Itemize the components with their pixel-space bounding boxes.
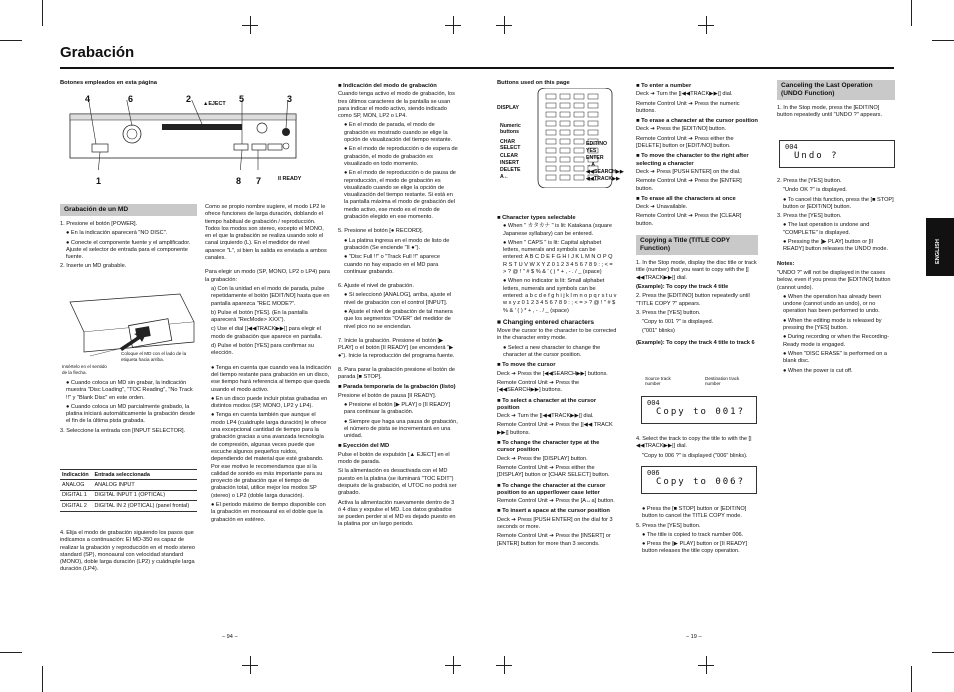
paragraph: Deck ➔ Turn the [|◀◀TRACK▶▶|] dial. [497,413,594,420]
subheading: ■ Indicación del modo de grabación [338,83,437,89]
note: "Copy to 006 ?" is displayed ("006" blinks). [642,452,748,459]
subheading: ■ To erase all the characters at once [636,195,736,202]
subheading: ■ Character types selectable [497,215,576,221]
crop-mark [932,40,954,41]
note: ● Press the [▶ PLAY] button or [II READY] button releases the title copy operation. [642,541,748,555]
language-tab-label: ENGLISH [935,239,941,264]
step: b) Pulse el botón [YES]. (En la pantalla aparecerá "RecMode> XXX"). [211,309,308,324]
remote-label-a-left: A← [500,174,509,180]
remote-label-char-select: CHAR SELECT [500,139,521,151]
note: "Copy to 001 ?" is displayed. [642,319,714,326]
note: ● Ajuste el nivel de grabación de tal manera que los segmentos "OVER" del medidor de nivel pico no se enciendan. [344,309,453,330]
step: 5. Presione el botón [● RECORD]. [338,228,424,235]
note: ● En el modo de reproducción o de pausa de reproducción, el modo de grabación es visualizado cuando se elige la opción de visualización del tiempo restante. Si está en la pantalla máxima el modo de grabación del medio activo, ese modo es el modo de grabación elegido en ese momento. [344,170,456,221]
lcd-message: Copy to 001? [656,407,746,417]
crop-mark [0,40,22,41]
step: 4. Select the track to copy the title to with the [|◀◀TRACK▶▶|] dial. [636,436,752,450]
note: ● En el modo de reproducción o de espera de grabación, el modo de grabación es visualizado en todo momento. [344,146,458,167]
eject-label: ▲EJECT [203,101,226,107]
step: 2. Press the [YES] button. [777,178,842,184]
crop-mark [42,666,43,692]
undo-title-box: Canceling the Last Operation (UNDO Function) [777,80,895,100]
remote-label-search: ◀◀SEARCH▶▶ [586,169,624,175]
note: ● When no indicator is lit: Small alphabet letters, numerals and symbols can be entered: a b c d e f g h i j k l m n o p q r s t u v w x y z 0 1 2 3 4 5 6 7 8 9 : ; < = > ? @ ! " # $ % & ' ( ) * + , - . / _ (space) [503,278,617,314]
paragraph: Remote Control Unit ➔ Press the [A↔a] button. [497,498,615,505]
note: ● Pressing the [▶ PLAY] button or [II READY] button releases the UNDO mode. [783,239,889,253]
paragraph: Deck ➔ Unavailable. [636,204,688,211]
insert-caption: Insértelo en el sentido de la flecha. [62,364,107,375]
step: 3. Press the [YES] button. [636,309,701,316]
note: ● Siempre que haga una pausa de grabación, el número de pista se incrementará en una unidad. [344,418,458,440]
subheading: ■ To erase a character at the cursor position [636,118,758,125]
paragraph: Remote Control Unit ➔ Press either the [DELETE] button or [EDIT/NO] button. [636,135,734,150]
table-header: Entrada seleccionada [92,470,197,480]
note: ● When the power is cut off. [783,367,853,374]
lcd-message: Copy to 006? [656,477,746,487]
remote-label-insert: INSERT [500,160,520,166]
paragraph: Deck ➔ Turn the [|◀◀TRACK▶▶|] dial. [636,91,733,98]
note: ● The title is copied to track number 006. [642,531,744,538]
remote-label-display: DISPLAY [497,105,520,111]
paragraph: Si la alimentación es desactivada con el MD puesto en la platina (se iluminará "TOC EDIT") después de la grabación, el UTOC no podrá ser grabado. [338,468,457,497]
paragraph: Deck ➔ Press [PUSH ENTER] on the dial. [636,168,741,175]
paragraph: Remote Control Unit ➔ Press the [|◀◀ TRACK ▶▶|] buttons. [497,422,613,436]
note: ● El periodo máximo de tiempo disponible con la grabación en monoaural es el doble que la grabación en estéreo. [211,501,326,523]
callout-number: 4 [85,94,91,104]
page-number-right: – 19 – [686,634,702,640]
right-col-2b [636,436,758,462]
subheading: ■ To move the cursor [497,362,556,369]
title-rule [60,67,894,69]
callout-number: 8 [236,176,242,186]
buttons-caption-left: Botones empleados en esta página [60,80,157,86]
section-title: Grabación de un MD [60,204,197,216]
crop-mark [911,666,912,692]
paragraph: Pulse el botón de expulsión [▲ EJECT] en el modo de parada. [338,451,450,466]
paragraph: Deck ➔ Press the [◀◀SEARCH▶▶] buttons. [497,370,608,377]
remote-label-enter: ENTER [586,155,604,161]
remote-label-track: ◀◀TRACK▶▶ [586,176,621,182]
callout-number: 1 [96,176,102,186]
note: ● During recording or when the Recording-Ready mode is engaged. [783,334,889,348]
step: d) Pulse el botón [YES] para confirmar su elección. [211,343,314,357]
right-col-1 [497,212,617,550]
example-label: (Example): To copy the track 4 title to track 6 [636,339,755,346]
crop-mark [496,665,512,666]
table-header-row [60,470,197,480]
paragraph: Move the cursor to the character to be corrected in the character entry mode. [497,328,617,342]
note: ● Select a new character to change the character at the cursor position. [503,344,601,359]
note: ● When the editing mode is released by pressing the [YES] button. [783,317,882,332]
table-cell: DIGITAL 2 [60,501,92,511]
remote-label-a-right: →A [586,162,595,168]
deck-drawing [62,100,302,170]
crop-mark [445,25,461,26]
step-note: ● En la indicación aparecerá "NO DISC". [66,230,168,237]
right-col-2c [636,506,758,558]
callout-number: 6 [128,94,134,104]
paragraph: Presione el botón de pausa [II READY]. [338,392,437,399]
callout-number: 7 [256,176,262,186]
crop-mark [698,665,714,666]
page-title: Grabación [60,44,135,61]
table-cell: DIGITAL 1 [60,490,92,500]
table-header: Indicación [60,470,92,480]
page-number-left: – 94 – [222,634,238,640]
note: "Undo OK ?" is displayed. [783,187,847,194]
left-col-3 [338,80,458,531]
table-row [60,490,197,500]
note: ● Cuando coloca un MD sin grabar, la indicación muestra "Disc Loading", "TOC Reading", "No Track !!" y "Blank Disc" en este orden. [66,380,193,401]
paragraph: "UNDO ?" will not be displayed in the cases below, even if you press the [EDIT/NO] button (cannot undo). [777,269,891,291]
step: 3. Seleccione la entrada con [INPUT SELECTOR]. [60,427,186,434]
note: ● Press the [■ STOP] button or [EDIT/NO] button to cancel the TITLE COPY mode. [642,506,747,520]
notes-heading: Notes: [777,260,795,267]
step: 2. Inserte un MD grabable. [60,263,127,270]
note: ● La platina ingresa en el modo de listo de grabación (Se enciende "II ●"). [344,237,450,251]
subheading: ■ Eyección del MD [338,443,390,450]
subheading: ■ To insert a space at the cursor position [497,508,610,515]
crop-mark [698,25,714,26]
crop-mark [496,25,512,26]
subheading: ■ To change the character type at the cursor position [497,440,600,454]
remote-label-numeric: Numeric buttons [500,123,521,135]
note: ● En un disco puede incluir pistas grabadas en distintos modos (SP, MONO, LP2 y LP4). [211,395,328,410]
note: ● When the operation has already been undone (cannot undo an undo), or no operation has been performed to undo. [783,293,882,315]
left-col-1c [60,530,197,576]
subheading: ■ To select a character at the cursor position [497,397,597,411]
table-cell: DIGITAL IN 2 (OPTICAL) (panel frontal) [92,501,197,511]
subheading: ■ Changing entered characters [497,318,595,326]
remote-label-clear: CLEAR [500,153,518,159]
note: ● Presione el botón [▶ PLAY] o [II READY] para continuar la grabación. [344,401,451,416]
paragraph: Cuando tenga activo el modo de grabación, los tres últimos caracteres de la pantalla se usan para indicar el modo activo, siendo indicado como SP, MON, LP2 o LP4. [338,91,455,120]
note: ● Si seleccionó [ANALOG], arriba, ajuste el nivel de grabación con el control [INPUT]. [344,292,452,306]
table-row [60,501,197,511]
callout-number: 5 [239,94,245,104]
ready-label: II READY [278,176,302,182]
step: 6. Ajuste el nivel de grabación. [338,283,414,290]
step: c) Use el dial [|◀◀TRACK▶▶|] para elegir el modo de grabación que aparece en pantalla. [211,326,323,340]
lcd-undo [779,140,895,168]
left-col-1b [60,380,197,437]
lcd-copy-to-001 [641,396,757,424]
step: 4. Elija el modo de grabación siguiendo los pasos que indicamos a continuación: El MD-350 es capaz de realizar la grabación y reproducción en el modo stereo standard (SP), monoaural con velocidad standard (MONO), doble larga duración (LP2) y cuádruple larga duración (LP4). [60,530,195,573]
insert-caption: Coloque el MD con el lado de la etiqueta hacia arriba. [121,351,187,362]
subheading: ■ Parada temporaria de la grabación (listo) [338,384,456,391]
step: a) Con la unidad en el modo de parada, pulse repetidamente el botón [EDIT/NO] hasta que en pantalla aparezca "REC MODE?". [211,285,330,307]
lcd-message: Undo ? [794,151,839,161]
language-tab [926,218,954,276]
remote-label-yes: YES [586,148,597,154]
note: ● When " CAPS " is lit: Capital alphabet letters, numerals and symbols can be entered: A B C D E F G H I J K L M N O P Q R S T U V W X Y Z 0 1 2 3 4 5 6 7 8 9 : ; < = > ? @ ! " # $ % & ' ( ) * + , - . / _ (space) [503,239,613,276]
subheading: ■ To change the character at the cursor position to an upper/lower case letter [497,482,606,496]
lcd-track-number: 006 [647,469,660,477]
paragraph: Remote Control Unit ➔ Press the [ENTER] button. [636,178,742,192]
note: ● "Disc Full !!" o "Track Full !!" aparece cuando no hay espacio en el MD para continuar grabando. [344,254,440,275]
step: 5. Press the [YES] button. [636,522,701,529]
crop-mark [42,0,43,26]
step: 1. In the Stop mode, display the disc title or track title (number) that you want to copy with the [|◀◀TRACK▶▶|] dial. [636,260,757,281]
step: 3. Press the [YES] button. [777,213,842,220]
note: ● The last operation is undone and "COMPLETE" is displayed. [783,222,870,236]
crop-mark [242,665,258,666]
subheading: ■ To enter a number [636,83,692,89]
right-col-3b [777,178,895,377]
right-col-3 [777,80,895,122]
note: ● Tenga en cuenta también que aunque el modo LP4 (cuádruple larga duración) le ofrece una excepcional cantidad de tiempo para la grabación gracias a una avanzada tecnología de compresión, algunas veces puede que escuche algunos pequeños ruidos, dependiendo del material que esté grabando. Por ese motivo le recomendamos que si la calidad de sonido es más importante para su proyecto de grabación que el tiempo de grabación total, utilice mejor los modos SP (stereo) o LP2 (doble larga duración). [211,412,327,499]
note: ● Cuando coloca un MD parcialmente grabado, la platina iniciará automáticamente la grabación desde el fin de la última pista grabada. [66,403,196,425]
crop-mark [932,652,954,653]
note: ● When "DISC ERASE" is performed on a blank disc. [783,350,888,365]
paragraph: Remote Control Unit ➔ Press the [CLEAR] button. [636,213,742,227]
deck-illustration [62,100,302,170]
right-col-2 [636,80,758,349]
paragraph: Deck ➔ Press the [DISPLAY] button. [497,455,588,462]
source-label: Source track number [645,376,671,387]
table-cell: ANALOG [60,480,92,490]
crop-mark [242,25,258,26]
lcd-track-number: 004 [785,143,798,151]
step: 8. Para parar la grabación presione el botón de parada [■ STOP]. [338,366,455,381]
example-label: (Example): To copy the track 4 title [636,283,729,290]
lcd-copy-to-006 [641,466,757,494]
step: 1. Presione el botón [POWER]. [60,221,138,227]
step: 7. Inicie la grabación. Presione el botón [▶ PLAY] o el botón [II READY] (se encenderá "▶ ●"). Inicie la reproducción del programa fuente. [338,337,455,359]
crop-mark [445,665,461,666]
subheading: ■ To move the character to the right after selecting a character [636,153,749,167]
crop-mark [0,652,22,653]
paragraph: Remote Control Unit ➔ Press either the [DISPLAY] button or [CHAR SELECT] button. [497,464,610,479]
input-table [60,469,197,512]
paragraph: Como se propio nombre sugiere, el modo LP2 le ofrece funciones de larga duración, doblando el tiempo habitual de grabación / reproducción. Todos los modos son stereo, excepto el MONO, en el que la grabación se realiza usando solo el canal izquierdo (L). En el medidor de nivel aparece "L", si bien la salida es enviada a ambos canales. [205,204,327,262]
step: 1. In the Stop mode, press the [EDIT/NO] button repeatedly until "UNDO ?" appears. [777,105,883,119]
paragraph: Remote Control Unit ➔ Press the [INSERT] or [ENTER] button for more than 3 seconds. [497,533,611,547]
note: ● Tenga en cuenta que cuando vea la indicación del tiempo restante para grabación en un disco, ese tiempo hará referencia al tiempo que queda usando el modo activo. [211,364,331,393]
note: ● When " カタカナ " is lit: Katakana (square Japanese syllabary) can be entered. [503,223,613,237]
paragraph: Remote Control Unit ➔ Press the [◀◀SEARCH▶▶] buttons. [497,379,580,394]
note: ("001" blinks) [642,328,675,335]
paragraph: Deck ➔ Press the [EDIT/NO] button. [636,126,727,133]
paragraph: Remote Control Unit ➔ Press the numeric buttons. [636,100,740,114]
callout-number: 2 [186,94,192,104]
lcd-track-number: 004 [647,399,660,407]
paragraph: Para elegir un modo (SP, MONO, LP2 o LP4) para la grabación: [205,269,330,283]
paragraph: Deck ➔ Press [PUSH ENTER] on the dial for 3 seconds or more. [497,516,613,530]
table-cell: DIGITAL INPUT 1 (OPTICAL) [92,490,197,500]
left-col-1 [60,204,197,273]
step: 2. Press the [EDIT/NO] button repeatedly until "TITLE COPY ?" appears. [636,293,750,307]
remote-label-delete: DELETE [500,167,521,173]
step-note: ● Conecte el componente fuente y el amplificador. Ajuste el selector de entrada para el componente fuente. [66,239,191,261]
note: ● En el modo de parada, el modo de grabación es mostrado cuando se elige la opción de visualización del tiempo restante. [344,122,453,144]
paragraph: Activa la alimentación nuevamente dentro de 3 ó 4 días y expulse el MD. Los datos grabados se pueden perder si el MD es dejado puesto en la platina por un largo periodo. [338,499,456,528]
copy-title-box: Copying a Title (TITLE COPY Function) [636,235,758,255]
remote-label-edit-no: EDIT/NO [586,141,608,147]
callout-number: 3 [287,94,293,104]
destination-label: Destination track number [705,376,740,387]
left-col-2 [205,204,331,526]
table-row [60,480,197,490]
table-cell: ANALOG INPUT [92,480,197,490]
buttons-caption-right: Buttons used on this page [497,80,570,86]
crop-mark [911,0,912,26]
note: ● To cancel this function, press the [■ STOP] button or [EDIT/NO] button. [783,196,894,210]
